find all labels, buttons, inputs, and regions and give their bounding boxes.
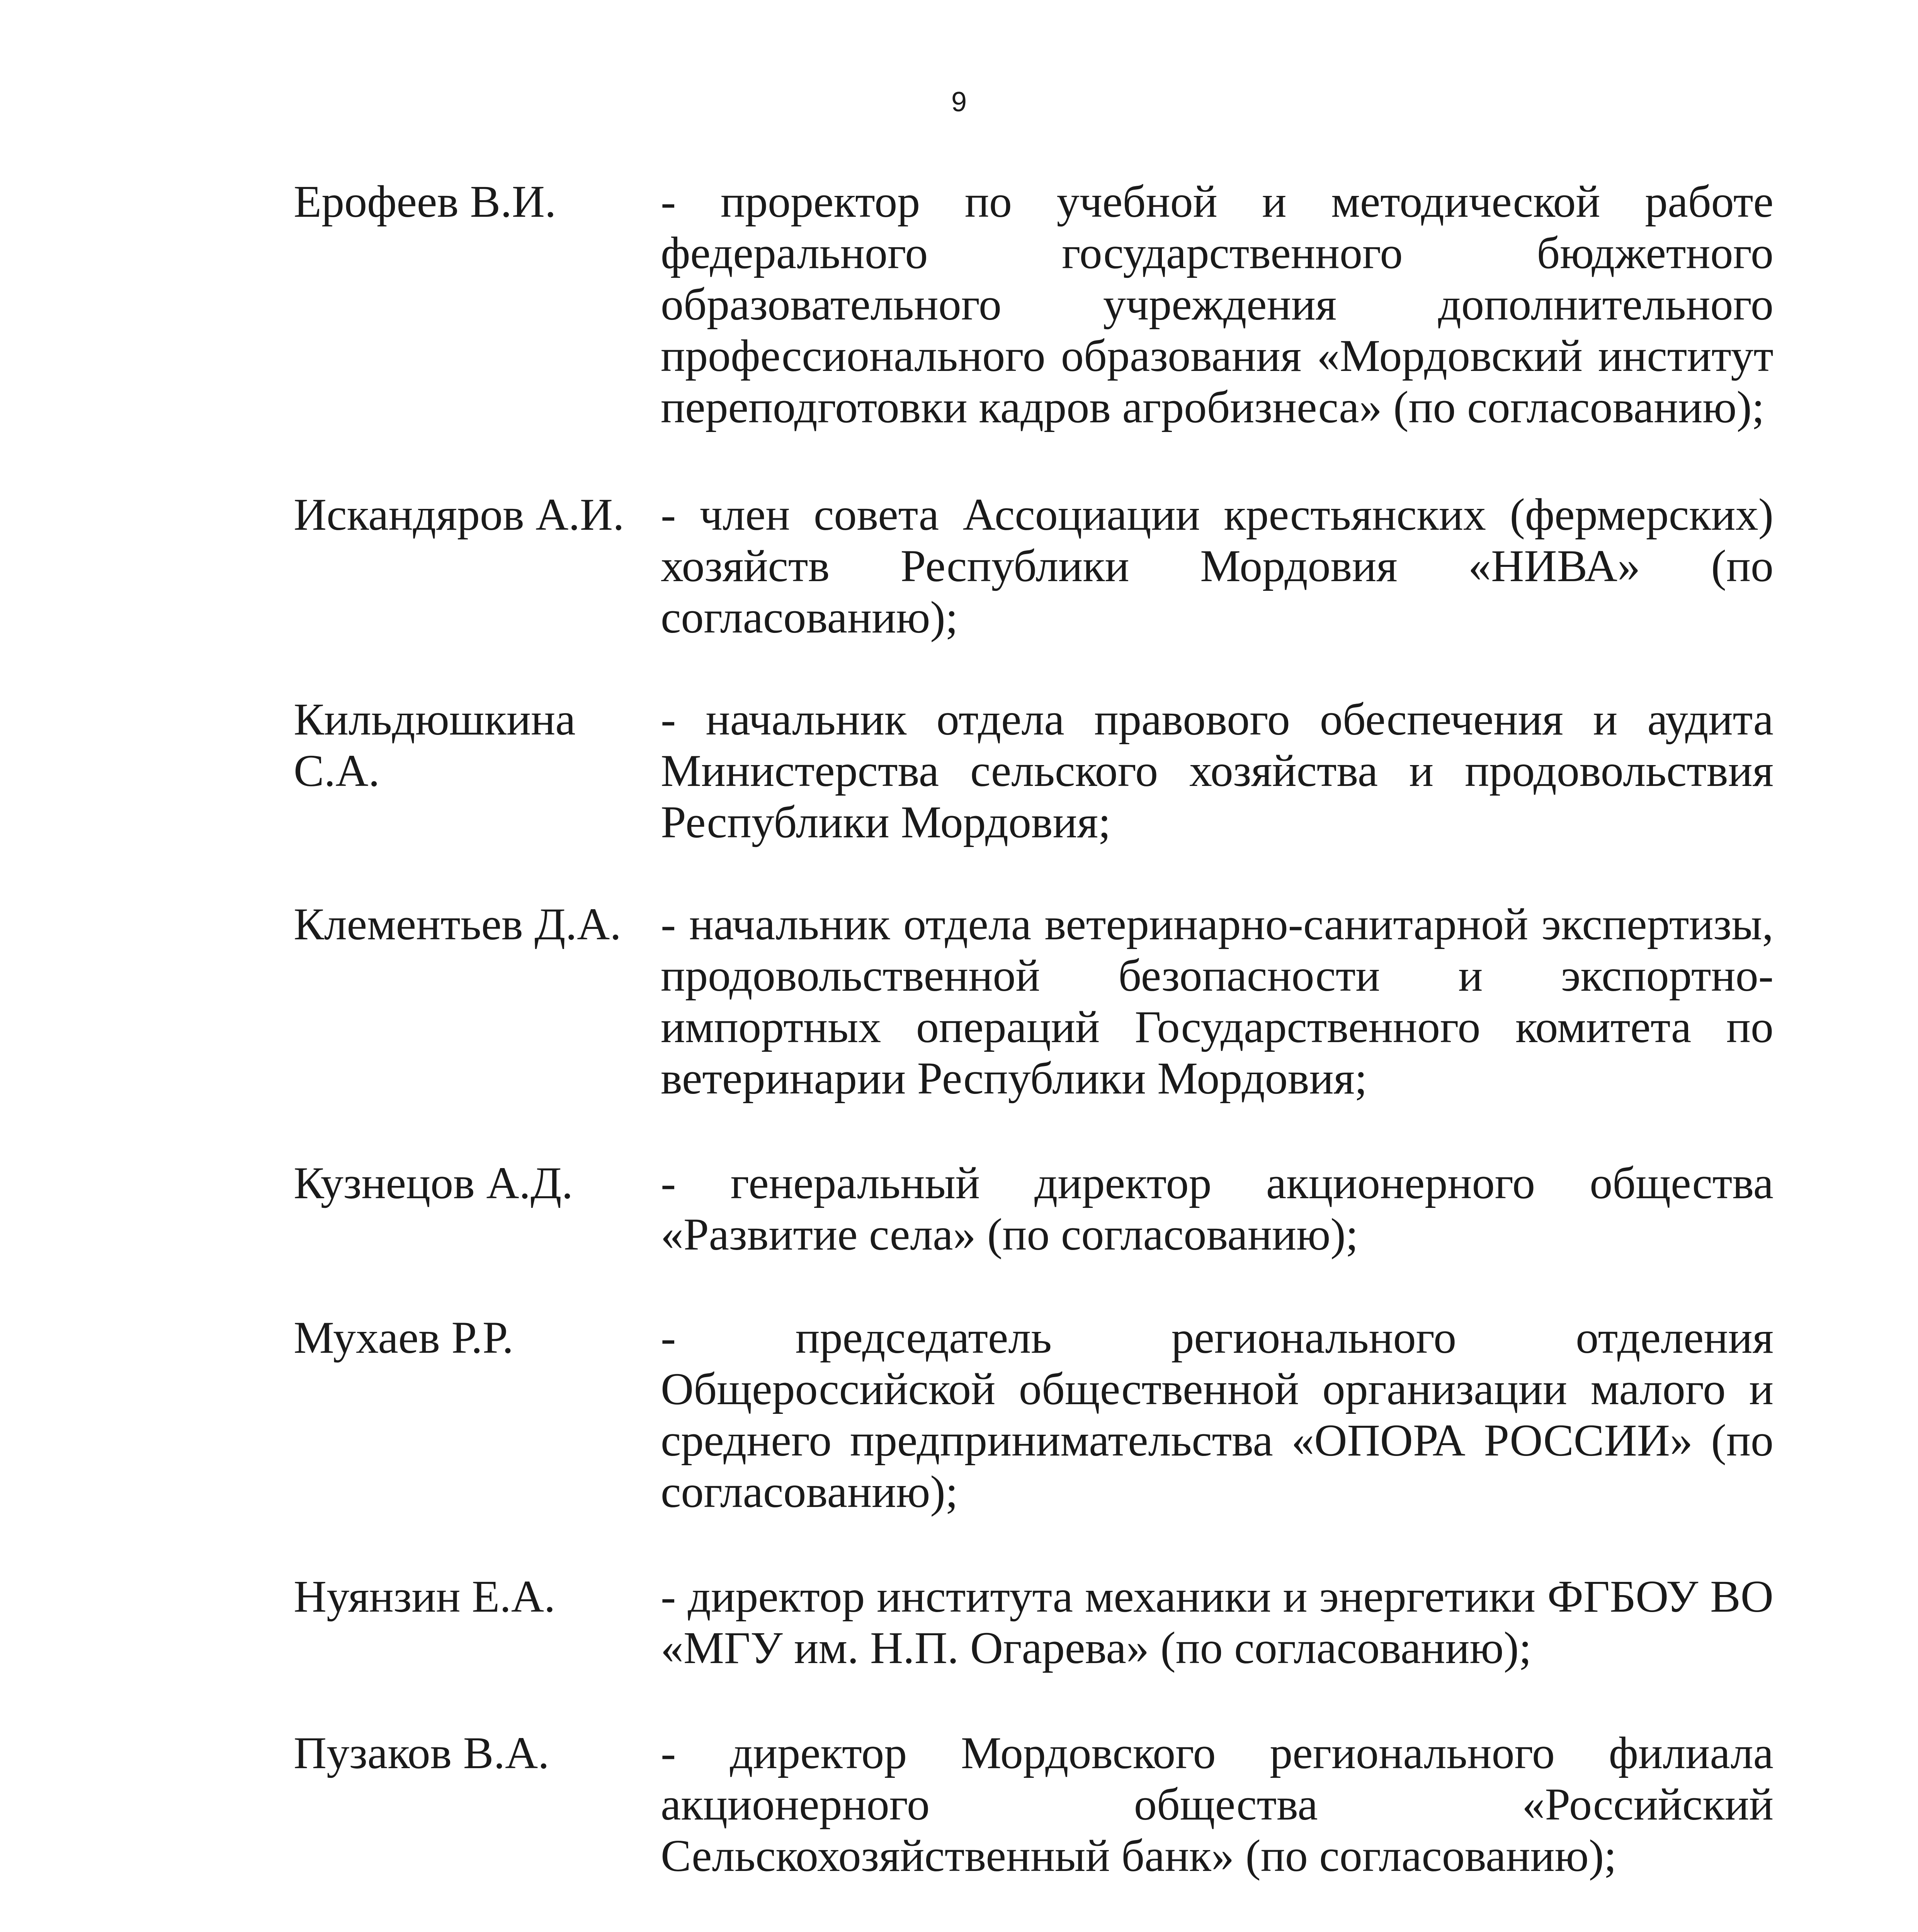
- page-number: 9: [951, 87, 967, 117]
- member-role: - начальник отдела ветеринарно-санитарной экспертизы, продовольственной безопасности и экспортно-импортных операций Государственного комитета по ветеринарии Республики Мордовия;: [661, 899, 1773, 1104]
- member-role: - проректор по учебной и методической работе федерального государственного бюджетного образовательного учреждения дополнительного профессионального образования «Мордовский институт переподготовки кадров агробизнеса» (по согласованию);: [661, 176, 1773, 432]
- member-role: - директор института механики и энергетики ФГБОУ ВО «МГУ им. Н.П. Огарева» (по согласованию);: [661, 1571, 1773, 1673]
- member-name: Пузаков В.А.: [294, 1728, 549, 1778]
- member-role: - директор Мордовского регионального филиала акционерного общества «Российский Сельскохозяйственный банк» (по согласованию);: [661, 1728, 1773, 1881]
- member-role: - генеральный директор акционерного общества «Развитие села» (по согласованию);: [661, 1158, 1773, 1260]
- member-role: - член совета Ассоциации крестьянских (фермерских) хозяйств Республики Мордовия «НИВА» (по согласованию);: [661, 489, 1773, 643]
- member-name: Клементьев Д.А.: [294, 899, 621, 949]
- member-name: Кильдюшкина С.А.: [294, 694, 576, 796]
- member-role: - председатель регионального отделения Общероссийской общественной организации малого и среднего предпринимательства «ОПОРА РОССИИ» (по согласованию);: [661, 1312, 1773, 1517]
- member-name: Ерофеев В.И.: [294, 176, 556, 227]
- member-role: - начальник отдела правового обеспечения и аудита Министерства сельского хозяйства и продовольствия Республики Мордовия;: [661, 694, 1773, 847]
- member-name: Искандяров А.И.: [294, 489, 624, 540]
- member-name: Мухаев Р.Р.: [294, 1312, 514, 1363]
- member-name: Кузнецов А.Д.: [294, 1158, 573, 1208]
- member-name: Нуянзин Е.А.: [294, 1571, 556, 1622]
